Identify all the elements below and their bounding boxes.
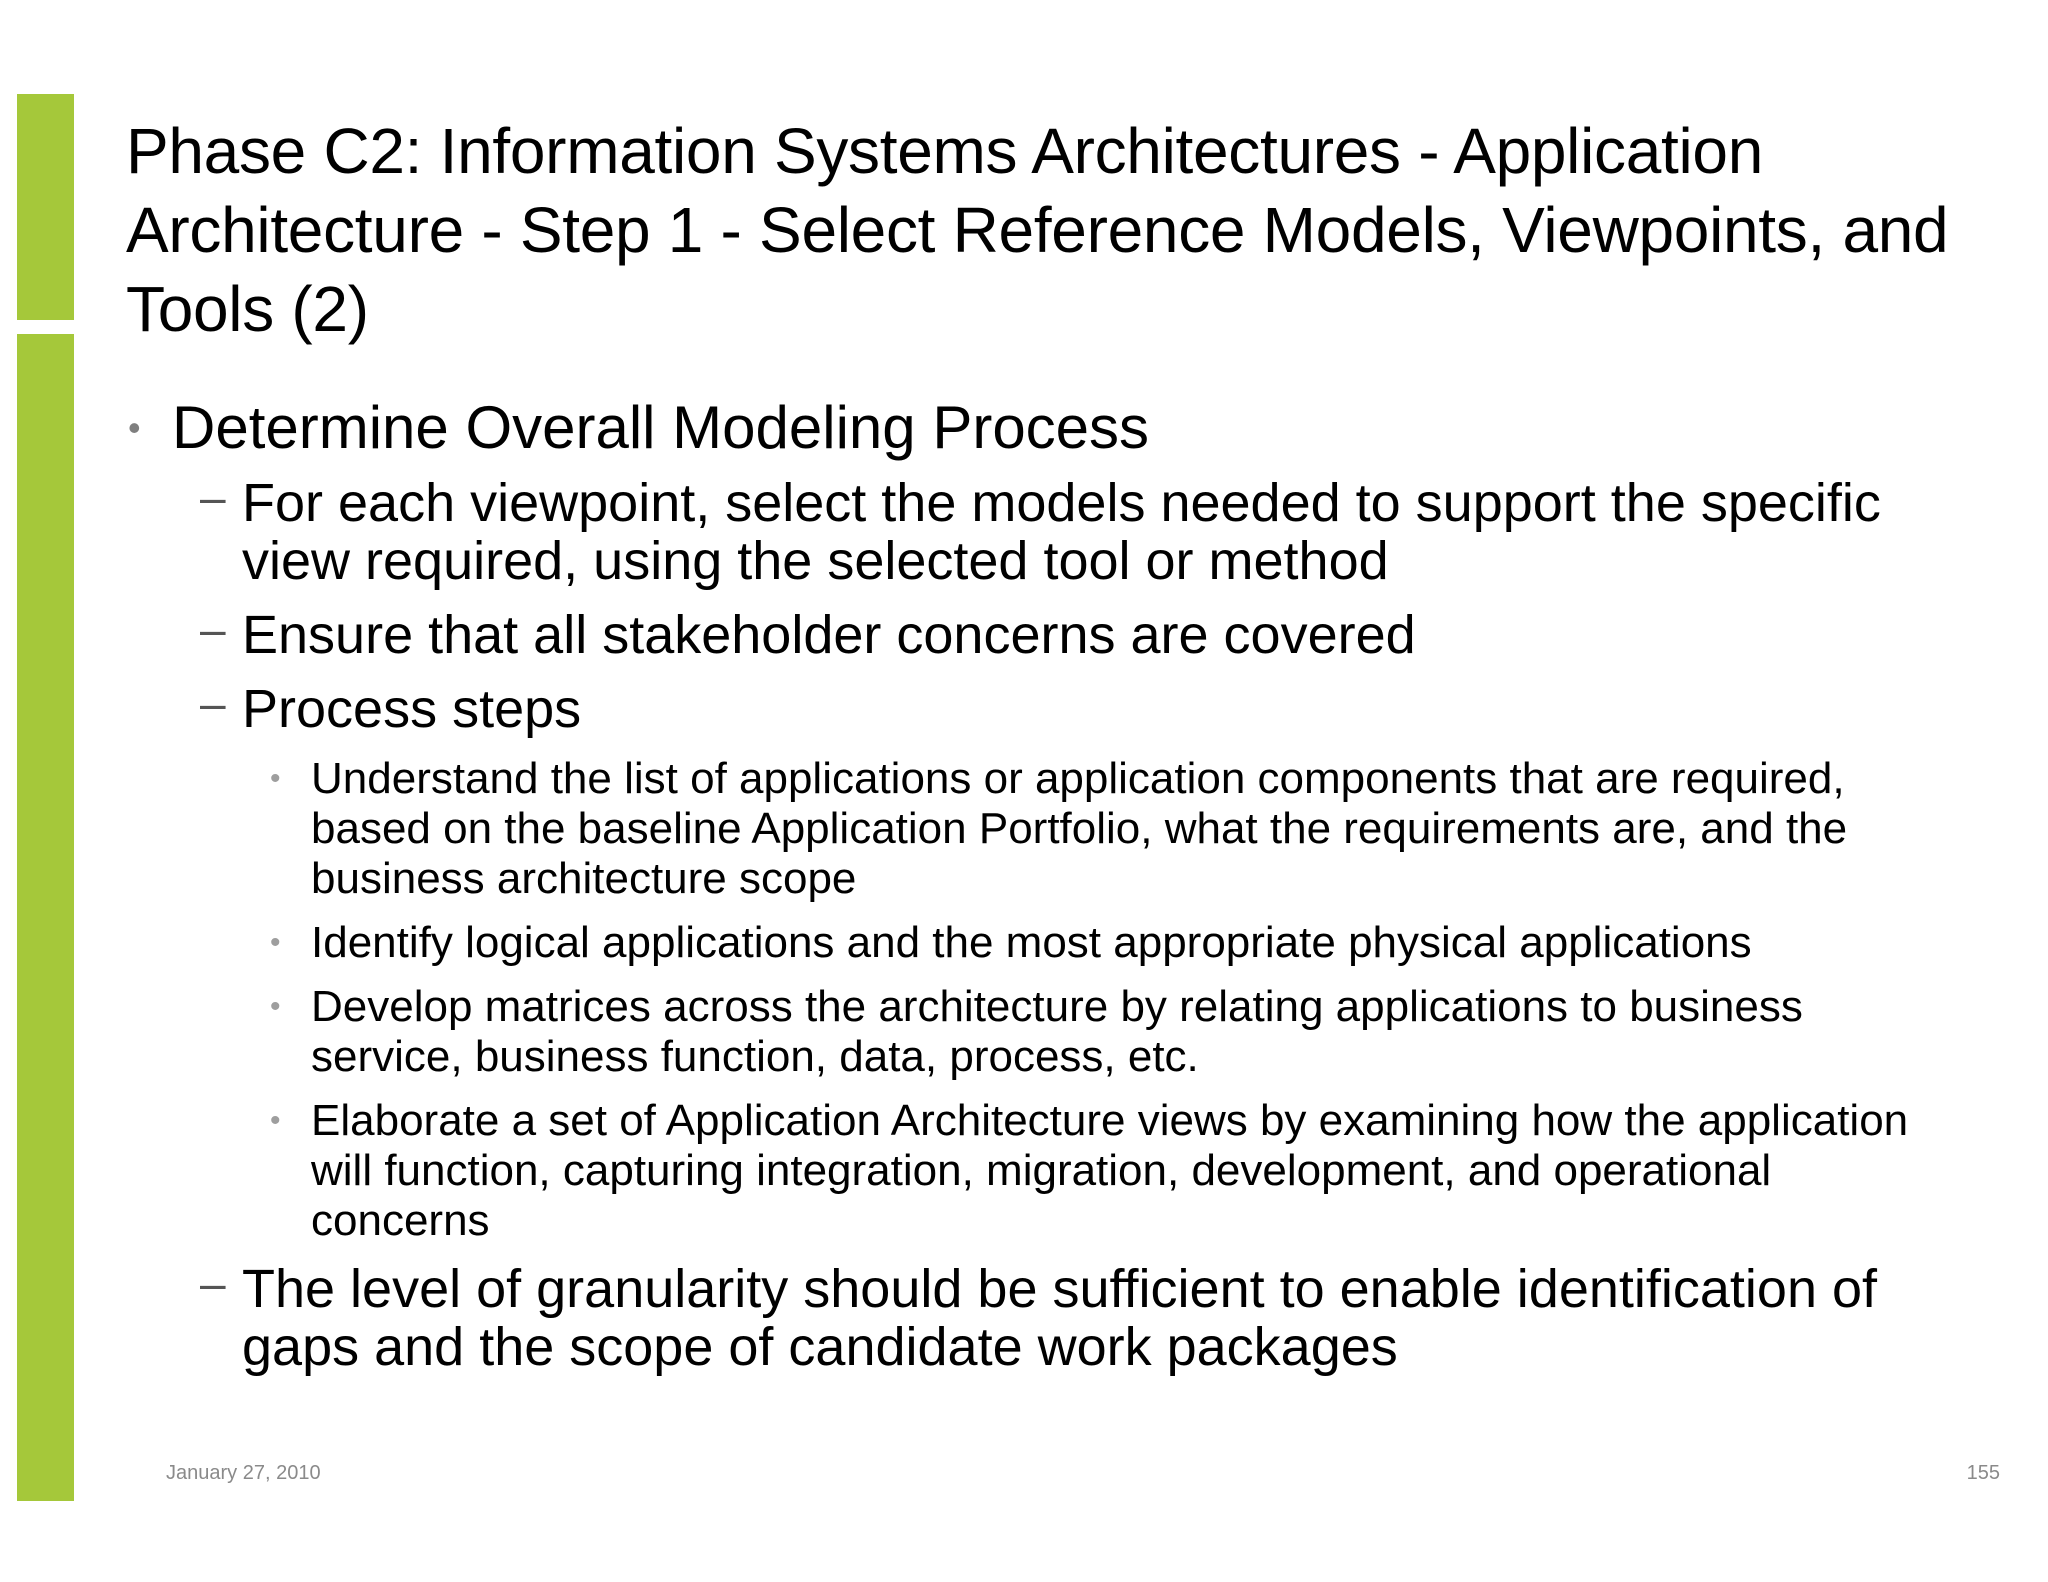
process-step-text: Elaborate a set of Application Architecture views by examining how the application will function, capturing integration, migration, development, and operational concerns (311, 1096, 1909, 1245)
process-step-text: Identify logical applications and the most appropriate physical applications (311, 918, 1752, 967)
sub-item-text: Ensure that all stakeholder concerns are covered (242, 605, 1416, 665)
slide-body (0, 392, 2048, 1392)
process-step-text: Understand the list of applications or application components that are required, based on the baseline Application Portfolio, what the requirements are, and the business architecture scope (311, 754, 1848, 903)
sub-item-text: Process steps (242, 679, 582, 739)
process-step (0, 918, 1911, 968)
sub-item (0, 1257, 1932, 1377)
bullet-marker: • (270, 990, 281, 1023)
process-step-text: Develop matrices across the architecture by relating applications to business service, business function, data, process, etc. (311, 982, 1803, 1081)
process-step (0, 1096, 1911, 1246)
dash-marker: – (200, 603, 226, 655)
bullet-marker: • (270, 1104, 281, 1137)
bullet-marker: • (270, 926, 281, 959)
process-step (0, 754, 1911, 904)
bullet-marker: • (128, 407, 141, 448)
footer-date: January 27, 2010 (166, 1462, 321, 1484)
dash-marker: – (200, 471, 226, 523)
sub-item (0, 471, 1932, 591)
accent-bar-top (17, 94, 74, 320)
process-step (0, 982, 1911, 1082)
slide-title: Phase C2: Information Systems Architectures - Application Architecture - Step 1 - Select Reference Models, Viewpoints, and Tools (2) (126, 115, 1949, 345)
bullet-main (0, 392, 2002, 464)
sub-item-text: For each viewpoint, select the models needed to support the specific view required, using the selected tool or method (242, 473, 1881, 591)
bullet-marker: • (270, 762, 281, 795)
page-number: 155 (1966, 1462, 2000, 1484)
dash-marker: – (200, 1257, 226, 1309)
sub-item (0, 603, 1932, 665)
sub-item-text: The level of granularity should be sufficient to enable identification of gaps and the scope of candidate work packages (242, 1259, 1878, 1377)
bullet-main-text: Determine Overall Modeling Process (172, 394, 1150, 461)
sub-item (0, 677, 1932, 739)
dash-marker: – (200, 677, 226, 729)
